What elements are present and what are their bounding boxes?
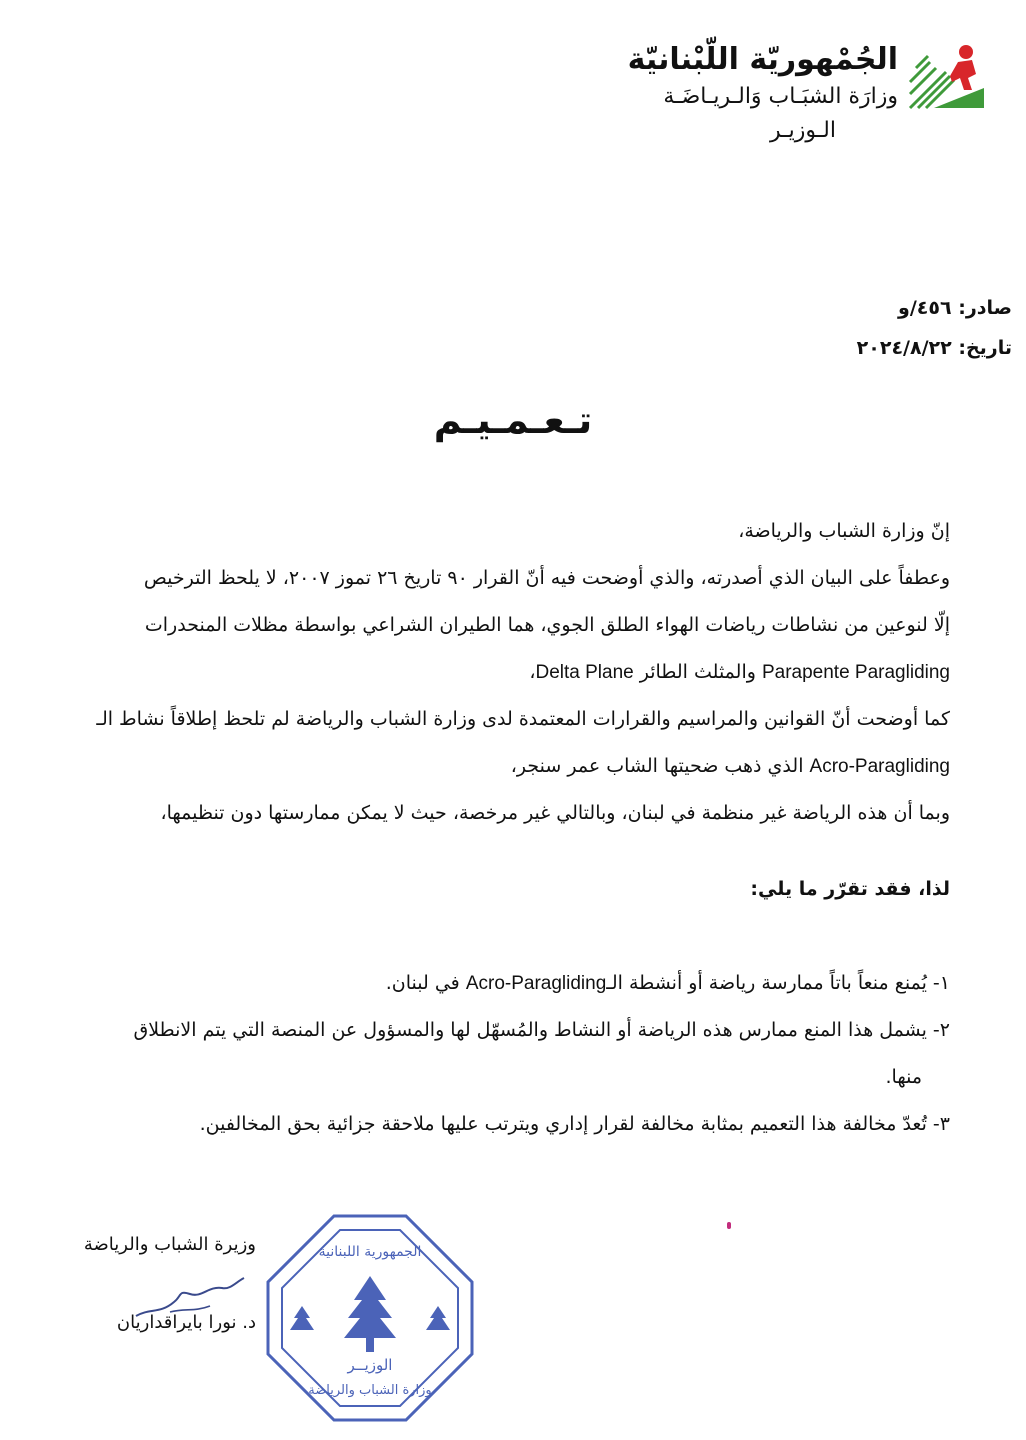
paraglide-term: Parapente Paragliding [761, 662, 950, 683]
date-label: تاريخ: [958, 337, 1012, 359]
body-line-6 [70, 743, 950, 790]
decision-1-term: Acro-Paragliding [465, 973, 607, 994]
ministry-logo-icon [906, 38, 986, 110]
date-value: ٢٠٢٤/٨/٢٢ [856, 337, 952, 359]
circular-body [70, 508, 950, 837]
decision-intro: لذا، فقد تقرّر ما يلي: [750, 878, 950, 900]
signatory-title: وزيرة الشباب والرياضة [83, 1234, 256, 1255]
body-line-2: وعطفاً على البيان الذي أصدرته، والذي أوضحت فيه أنّ القرار ٩٠ تاريخ ٢٦ تموز ٢٠٠٧، لا يلحظ الترخيص [143, 567, 950, 589]
body-line-4-end: ، [529, 661, 536, 683]
ink-mark [727, 1222, 731, 1229]
decision-1-post: في لبنان. [385, 972, 460, 994]
issued-label: صادر: [958, 297, 1012, 319]
ministry-name: وزارَة الشبَـاب وَالـريـاضَـة [663, 84, 898, 109]
acro-paragliding-term: Acro-Paragliding [809, 756, 950, 777]
letterhead [566, 38, 986, 148]
decision-2-continuation: منها. [885, 1066, 922, 1088]
body-line-3: إلّا لنوعين من نشاطات رياضات الهواء الطلق الجوي، هما الطيران الشراعي بواسطة مظلات المنحدرات [144, 614, 950, 636]
decision-2-text: ٢- يشمل هذا المنع ممارس هذه الرياضة أو النشاط والمُسهّل لها والمسؤول عن المنصة التي يتم الانطلاق [133, 1019, 950, 1041]
office-name: الـوزيـر [770, 118, 836, 143]
decision-item-1 [70, 960, 950, 1007]
seal-bottom-text: وزارة الشباب والرياضة [308, 1383, 432, 1398]
date-line [857, 328, 1012, 368]
body-line-4-mid: والمثلث الطائر [639, 661, 756, 683]
document-title: تـعـمـيـم [433, 398, 593, 442]
decision-item-2 [70, 1007, 950, 1101]
delta-plane-term: Delta Plane [535, 662, 634, 683]
decision-3-text: ٣- تُعدّ مخالفة هذا التعميم بمثابة مخالفة لقرار إداري ويترتب عليها ملاحقة جزائية بحق المخالفين. [199, 1113, 950, 1135]
decisions-list [70, 960, 950, 1148]
signatory-name: د. نورا بايراقداريان [116, 1312, 256, 1333]
decision-item-3 [70, 1101, 950, 1148]
reference-block [857, 288, 1012, 368]
body-line-5: كما أوضحت أنّ القوانين والمراسيم والقرارات المعتمدة لدى وزارة الشباب والرياضة لم تلحظ إطلاقاً نشاط الـ [96, 708, 950, 730]
body-line-6-rest: الذي ذهب ضحيتها الشاب عمر سنجر، [510, 755, 804, 777]
issued-line [857, 288, 1012, 328]
republic-name: الجُمْهوريّة اللّبْنانيّة [627, 42, 898, 77]
cedar-icon [344, 1276, 396, 1352]
body-line-4 [70, 649, 950, 696]
issued-value: ٤٥٦/و [898, 297, 952, 319]
body-line-1: إنّ وزارة الشباب والرياضة، [738, 520, 950, 542]
decision-1-pre: ١- يُمنع منعاً باتاً ممارسة رياضة أو أنشطة الـ [606, 972, 950, 994]
official-seal [262, 1210, 478, 1426]
body-line-7: وبما أن هذه الرياضة غير منظمة في لبنان، وبالتالي غير مرخصة، حيث لا يمكن ممارستها دون تنظيمها، [160, 802, 950, 824]
seal-center-text: الوزيــر [347, 1356, 393, 1374]
seal-top-text: الجمهورية اللبنانية [318, 1244, 422, 1260]
